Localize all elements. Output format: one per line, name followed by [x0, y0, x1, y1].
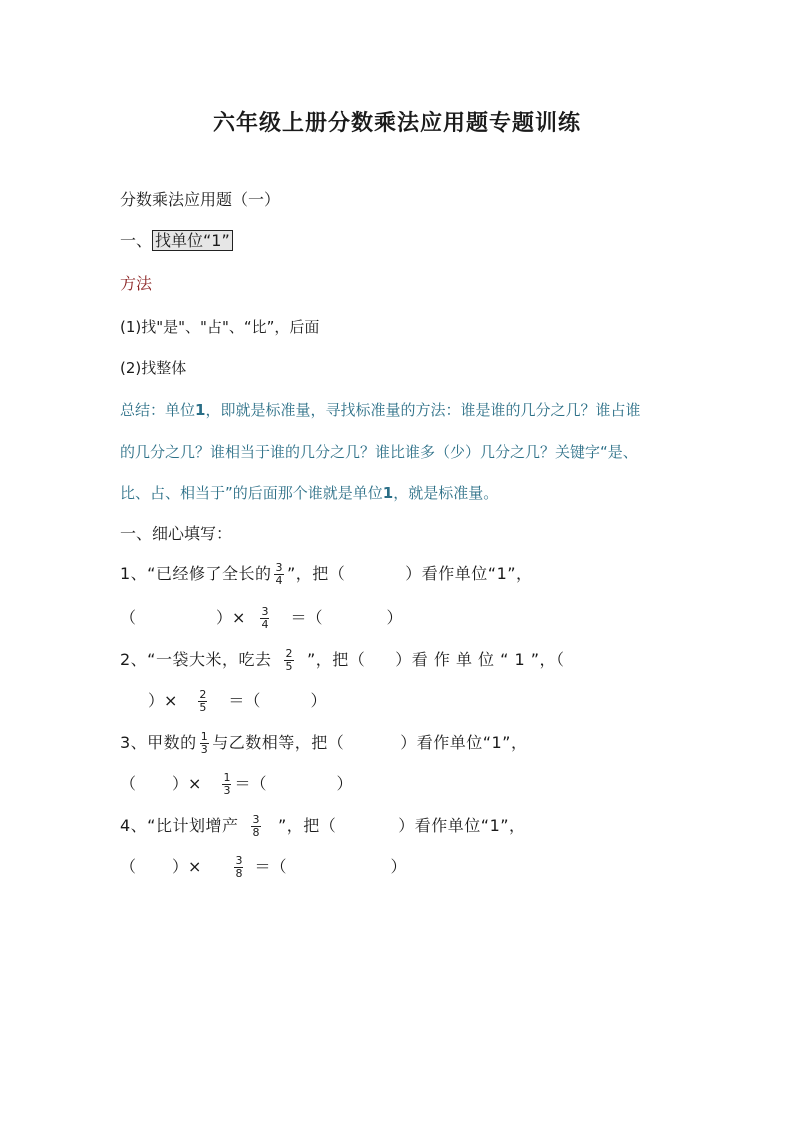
fraction — [234, 855, 243, 880]
question-text: ）看 作 单 位 “ 1 ”，（ — [395, 650, 565, 669]
equation-2 — [148, 689, 326, 714]
summary-text: ，就是标准量。 — [393, 484, 499, 502]
equation-open: （ — [120, 608, 137, 627]
fraction-numerator: 2 — [285, 647, 293, 660]
summary-emph: 1 — [195, 401, 206, 419]
method-label: 方法 — [120, 274, 153, 293]
part1-prefix: 一、 — [120, 231, 153, 250]
equation-1 — [120, 606, 402, 631]
fraction — [284, 648, 294, 673]
section-heading: 分数乘法应用题（一） — [120, 190, 281, 209]
equation-close: ） — [386, 608, 403, 627]
fraction-numerator: 1 — [200, 730, 209, 743]
summary-text: 总结：单位 — [120, 401, 196, 419]
fraction-denominator: 4 — [275, 574, 283, 587]
summary-line-2: 的几分之几？谁相当于谁的几分之几？谁比谁多（少）几分之几？关键字“是、 — [120, 443, 638, 461]
fraction — [198, 689, 207, 714]
equation-3 — [120, 772, 352, 797]
question-2 — [120, 648, 565, 673]
fraction-numerator: 3 — [261, 605, 269, 618]
question-4 — [120, 814, 526, 839]
fraction — [260, 606, 269, 631]
page-title: 六年级上册分数乘法应用题专题训练 — [212, 110, 581, 136]
step-1: (1)找"是"、"占"、“比”，后面 — [120, 318, 320, 336]
summary-emph: 1 — [382, 484, 394, 502]
equation-equals: ＝（ — [254, 857, 287, 876]
boxed-label: 找单位“1” — [152, 230, 233, 251]
question-text: ）看作单位“1”， — [400, 733, 528, 752]
fraction-numerator: 3 — [275, 561, 283, 574]
fill-heading: 一、细心填写： — [120, 524, 233, 543]
question-text: 3、甲数的 — [120, 733, 197, 752]
question-text: ”，把（ — [277, 816, 337, 835]
step-2: (2)找整体 — [120, 359, 187, 377]
fraction-denominator: 3 — [200, 743, 209, 756]
equation-times: ）× — [172, 857, 202, 876]
equation-times: ）× — [216, 608, 246, 627]
fraction-numerator: 3 — [252, 813, 260, 826]
fraction-denominator: 4 — [261, 618, 269, 631]
equation-4 — [120, 855, 406, 880]
equation-close: ） — [336, 774, 353, 793]
question-text: ）看作单位“1”， — [405, 564, 533, 583]
summary-line-3 — [120, 483, 498, 503]
equation-times: ）× — [148, 691, 178, 710]
fraction-numerator: 3 — [235, 854, 243, 867]
summary-text: ，即就是标准量，寻找标准量的方法：谁是谁的几分之几？谁占谁 — [205, 401, 641, 419]
question-text: ”，把（ — [286, 564, 346, 583]
question-3 — [120, 731, 527, 756]
fraction-numerator: 2 — [199, 688, 207, 701]
equation-times: ）× — [172, 774, 202, 793]
fraction — [222, 772, 231, 797]
fraction — [200, 731, 210, 756]
question-text: 1、“已经修了全长的 — [120, 564, 272, 583]
fraction-denominator: 8 — [235, 867, 243, 880]
question-text: 与乙数相等，把（ — [212, 733, 345, 752]
equation-open: （ — [120, 857, 137, 876]
part1-heading — [120, 231, 233, 251]
equation-close: ） — [390, 857, 407, 876]
summary-line-1 — [120, 400, 640, 420]
equation-equals: ＝（ — [234, 774, 267, 793]
equation-close: ） — [310, 691, 327, 710]
fraction — [251, 814, 261, 839]
fraction-denominator: 5 — [285, 660, 293, 673]
fraction-denominator: 8 — [252, 826, 260, 839]
equation-open: （ — [120, 774, 137, 793]
fraction-denominator: 5 — [199, 701, 207, 714]
fraction — [274, 562, 284, 587]
equation-equals: ＝（ — [228, 691, 261, 710]
question-text: ”，把（ — [306, 650, 366, 669]
question-text: 4、“比计划增产 — [120, 816, 239, 835]
question-1 — [120, 562, 533, 587]
summary-text: 比、占、相当于”的后面那个谁就是单位 — [120, 484, 383, 502]
fraction-denominator: 3 — [223, 784, 231, 797]
question-text: 2、“一袋大米，吃去 — [120, 650, 272, 669]
fraction-numerator: 1 — [223, 771, 231, 784]
equation-equals: ＝（ — [290, 608, 323, 627]
question-text: ）看作单位“1”， — [398, 816, 526, 835]
